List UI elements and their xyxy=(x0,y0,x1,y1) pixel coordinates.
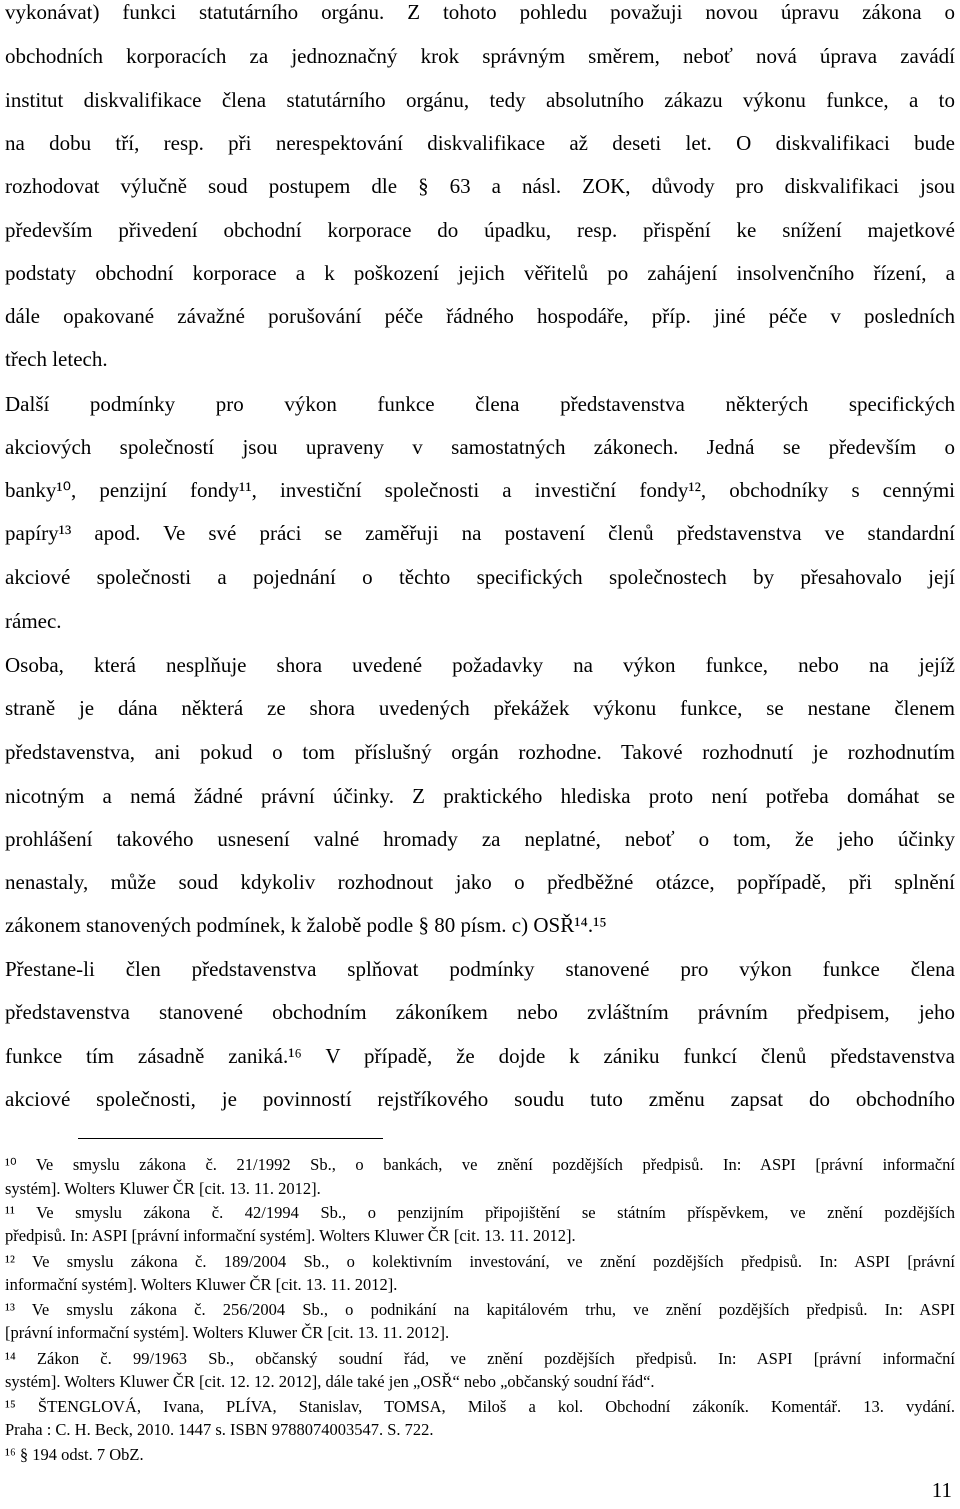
footnote-line: systém]. Wolters Kluwer ČR [cit. 12. 12. 2012], dále také jen „OSŘ“ nebo „občanský soudní řád“. xyxy=(5,1372,655,1391)
footnote-separator xyxy=(78,1138,383,1139)
page-number: 11 xyxy=(931,1478,952,1502)
body-line: funkce tím zásadně zaniká.¹⁶ V případě, že dojde k zániku funkcí členů představenstva xyxy=(5,1044,955,1068)
body-line: banky¹⁰, penzijní fondy¹¹, investiční společnosti a investiční fondy¹², obchodníky s cennými xyxy=(5,478,955,502)
body-line: akciových společností jsou upraveny v samostatných zákonech. Jedná se především o xyxy=(5,435,955,459)
footnote-line: ¹¹ Ve smyslu zákona č. 42/1994 Sb., o penzijním připojištění se státním příspěvkem, ve znění pozdějších xyxy=(5,1203,955,1222)
body-line: straně je dána některá ze shora uvedených překážek výkonu funkce, se nestane členem xyxy=(5,696,955,720)
footnote-line: systém]. Wolters Kluwer ČR [cit. 13. 11. 2012]. xyxy=(5,1179,321,1198)
footnote-line: informační systém]. Wolters Kluwer ČR [cit. 13. 11. 2012]. xyxy=(5,1275,398,1294)
body-line: dále opakované závažné porušování péče řádného hospodáře, příp. jiné péče v posledních xyxy=(5,304,955,328)
body-line: podstaty obchodní korporace a k poškození jejich věřitelů po zahájení insolvenčního řízení, a xyxy=(5,261,955,285)
body-line: akciové společnosti, je povinností rejstříkového soudu tuto změnu zapsat do obchodního xyxy=(5,1087,955,1111)
body-line: Další podmínky pro výkon funkce člena představenstva některých specifických xyxy=(5,392,955,416)
body-line: obchodních korporacích za jednoznačný krok správným směrem, neboť nová úprava zavádí xyxy=(5,44,955,68)
body-line: na dobu tří, resp. při nerespektování diskvalifikace až deseti let. O diskvalifikaci bude xyxy=(5,131,955,155)
body-line: rámec. xyxy=(5,609,62,633)
footnote-line: předpisů. In: ASPI [právní informační systém]. Wolters Kluwer ČR [cit. 13. 11. 2012]. xyxy=(5,1226,576,1245)
body-line: zákonem stanovených podmínek, k žalobě podle § 80 písm. c) OSŘ¹⁴.¹⁵ xyxy=(5,913,607,937)
body-line: nenastaly, může soud kdykoliv rozhodnout jako o předběžné otázce, popřípadě, při splnění xyxy=(5,870,955,894)
footnote-line: Praha : C. H. Beck, 2010. 1447 s. ISBN 9788074003547. S. 722. xyxy=(5,1420,434,1439)
footnote-line: ¹² Ve smyslu zákona č. 189/2004 Sb., o kolektivním investování, ve znění pozdějších předpisů. In: ASPI [právní xyxy=(5,1252,955,1271)
body-line: papíry¹³ apod. Ve své práci se zaměřuji na postavení členů představenstva ve standardní xyxy=(5,521,955,545)
footnote-line: ¹⁵ ŠTENGLOVÁ, Ivana, PLÍVA, Stanislav, TOMSA, Miloš a kol. Obchodní zákoník. Komentář. 13. vydání. xyxy=(5,1397,955,1416)
body-line: vykonávat) funkci statutárního orgánu. Z tohoto pohledu považuji novou úpravu zákona o xyxy=(5,0,955,24)
footnote-line: [právní informační systém]. Wolters Kluwer ČR [cit. 13. 11. 2012]. xyxy=(5,1323,450,1342)
body-line: rozhodovat výlučně soud postupem dle § 63 a násl. ZOK, důvody pro diskvalifikaci jsou xyxy=(5,174,955,198)
body-line: představenstva stanovené obchodním zákoníkem nebo zvláštním právním předpisem, jeho xyxy=(5,1000,955,1024)
footnote-line: ¹⁰ Ve smyslu zákona č. 21/1992 Sb., o bankách, ve znění pozdějších předpisů. In: ASPI [právní informační xyxy=(5,1155,955,1174)
body-line: představenstva, ani pokud o tom příslušný orgán rozhodne. Takové rozhodnutí je rozhodnutím xyxy=(5,740,955,764)
body-line: především přivedení obchodní korporace do úpadku, resp. přispění ke snížení majetkové xyxy=(5,218,955,242)
body-line: prohlášení takového usnesení valné hromady za neplatné, neboť o tom, že jeho účinky xyxy=(5,827,955,851)
footnote-line: ¹⁶ § 194 odst. 7 ObZ. xyxy=(5,1445,144,1464)
body-line: nicotným a nemá žádné právní účinky. Z praktického hlediska proto není potřeba domáhat se xyxy=(5,784,955,808)
footnote-line: ¹³ Ve smyslu zákona č. 256/2004 Sb., o podnikání na kapitálovém trhu, ve znění pozdějších předpisů. In: ASPI xyxy=(5,1300,955,1319)
footnote-line: ¹⁴ Zákon č. 99/1963 Sb., občanský soudní řád, ve znění pozdějších předpisů. In: ASPI [právní informační xyxy=(5,1349,955,1368)
body-line: institut diskvalifikace člena statutárního orgánu, tedy absolutního zákazu výkonu funkce, a to xyxy=(5,88,955,112)
body-line: Přestane-li člen představenstva splňovat podmínky stanovené pro výkon funkce člena xyxy=(5,957,955,981)
body-line: Osoba, která nesplňuje shora uvedené požadavky na výkon funkce, nebo na jejíž xyxy=(5,653,955,677)
body-line: akciové společnosti a pojednání o těchto specifických společnostech by přesahovalo její xyxy=(5,565,955,589)
body-line: třech letech. xyxy=(5,347,108,371)
